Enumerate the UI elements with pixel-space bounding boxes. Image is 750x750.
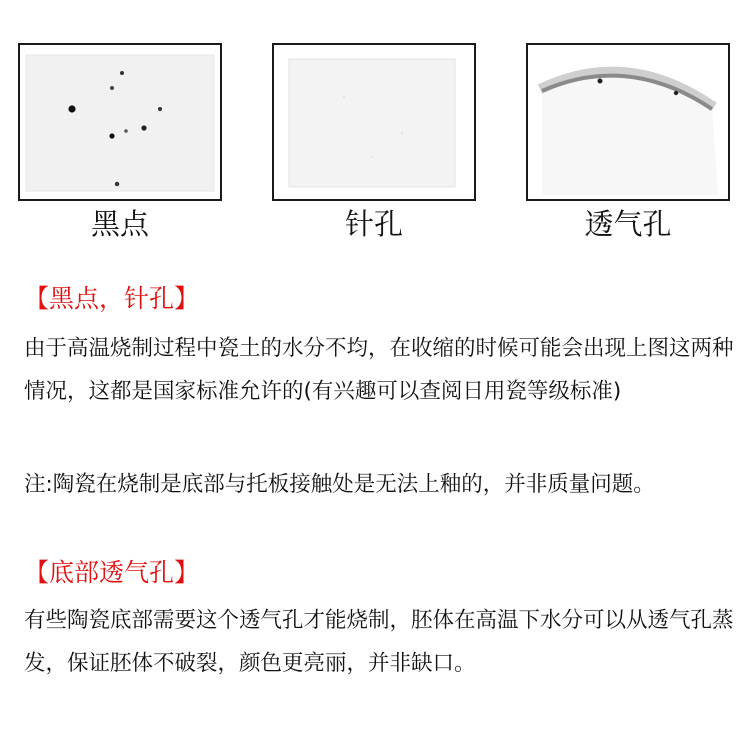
black-spot (115, 182, 119, 186)
black-spot (109, 133, 114, 138)
paragraph-black-spots-explanation: 由于高温烧制过程中瓷土的水分不均，在收缩的时候可能会出现上图这两种情况，这都是国家标准允许的(有兴趣可以查阅日用瓷等级标准) (24, 336, 734, 404)
heading-vent-hole: 【底部透气孔】 (24, 558, 200, 587)
black-spots-image (20, 45, 220, 199)
paragraph-vent-hole-explanation: 有些陶瓷底部需要这个透气孔才能烧制，胚体在高温下水分可以从透气孔蒸发，保证胚体不破裂，颜色更亮丽，并非缺口。 (24, 608, 734, 676)
pinhole (401, 132, 403, 134)
black-spot (158, 107, 162, 111)
pinholes-image (274, 45, 474, 199)
heading-black-spots-pinholes: 【黑点，针孔】 (24, 284, 200, 313)
black-spot (110, 86, 114, 90)
pinhole (371, 156, 372, 157)
caption-vent-hole: 透气孔 (584, 207, 672, 241)
black-spot (68, 105, 75, 112)
black-spots-photo (18, 43, 222, 201)
vent-hole (674, 91, 678, 95)
vent-hole-photo (526, 43, 730, 201)
caption-black-spots: 黑点 (90, 207, 149, 241)
pinholes-photo (272, 43, 476, 201)
black-spot (124, 129, 128, 133)
porcelain-surface (26, 55, 214, 191)
black-spot (120, 71, 124, 75)
black-spot (141, 125, 146, 130)
vent-hole (598, 79, 603, 84)
vent-hole-image (528, 45, 728, 199)
paragraph-glaze-note: 注:陶瓷在烧制是底部与托板接触处是无法上釉的，并非质量问题。 (24, 472, 655, 497)
porcelain-surface (289, 59, 455, 187)
caption-pinholes: 针孔 (344, 207, 403, 241)
pinhole (343, 96, 345, 98)
